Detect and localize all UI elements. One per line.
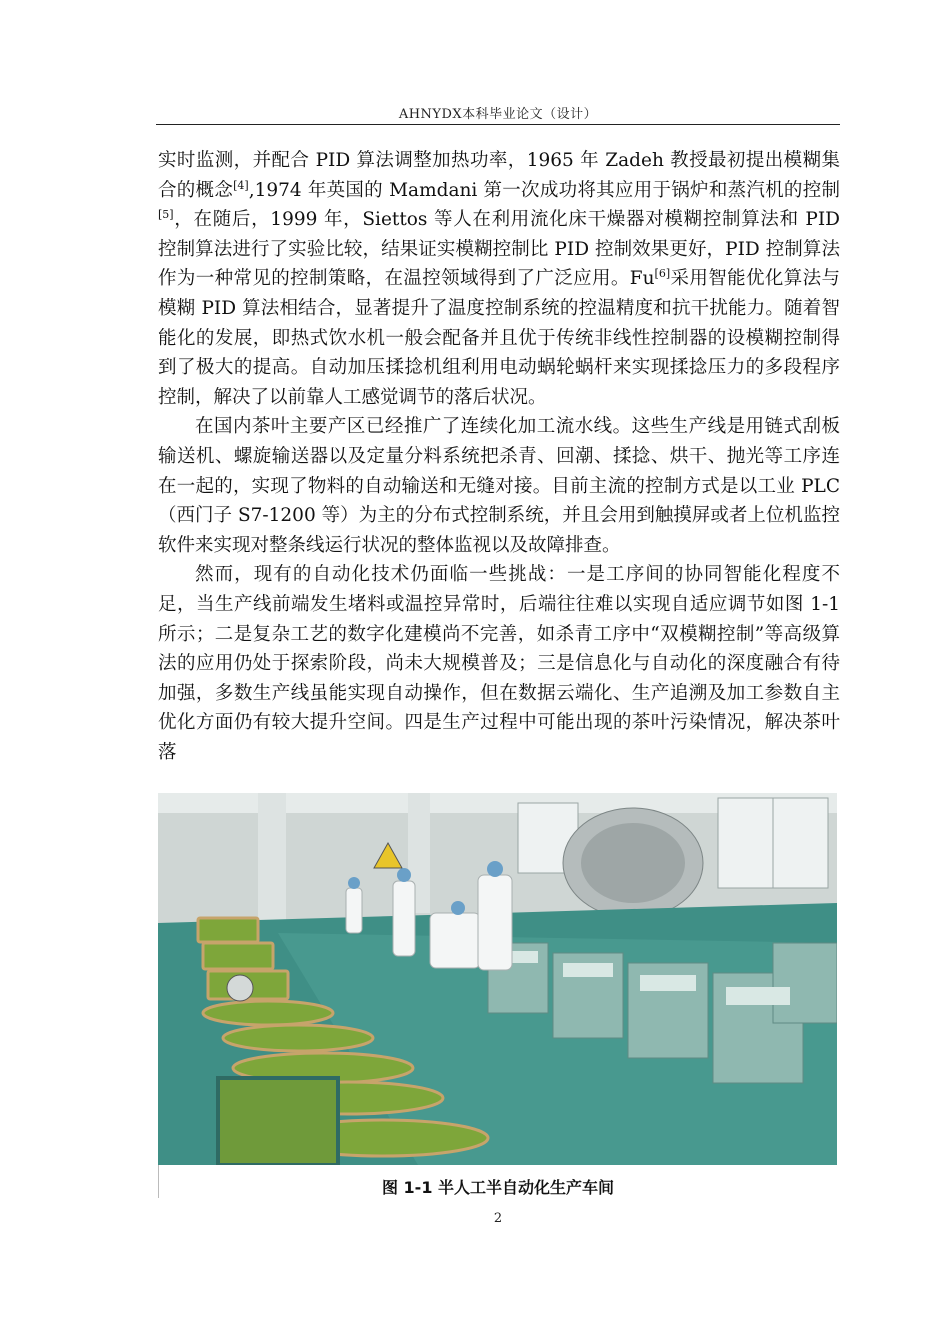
header-rule xyxy=(156,124,840,125)
paragraph-1-part-d: 采用智能优化算法与模糊 PID 算法相结合，显著提升了温度控制系统的控温精度和抗干扰能力。随着智能化的发展，即热式饮水机一般会配备并且优于传统非线性控制器的设模糊控制得到了极大的提高。自动加压揉捻机组利用电动蜗轮蜗杆来实现揉捻压力的多段程序控制，解决了以前靠人工感觉调节的落后状况。 xyxy=(158,268,840,408)
citation-6: [6] xyxy=(654,267,671,281)
fan xyxy=(227,975,253,1001)
paragraph-1-part-b: ,1974 年英国的 Mamdani 第一次成功将其应用于锅炉和蒸汽机的控制 xyxy=(248,179,840,201)
paragraph-3: 然而，现有的自动化技术仍面临一些挑战：一是工序间的协同智能化程度不足，当生产线前端发生堵料或温控异常时，后端往往难以实现自适应调节如图 1-1 所示；二是复杂工艺的数字化建模尚不完善，如杀青工序中“双模糊控制”等高级算法的应用仍处于探索阶段，尚未大规模普及；三是信息化与自动化的深度融合有待加强，多数生产线虽能实现自动操作，但在数据云端化、生产追溯及加工参数自主优化方面仍有较大提升空间。四是生产过程中可能出现的茶叶污染情况，解决茶叶落 xyxy=(158,564,840,763)
paragraph-1-part-a: 实时监测，并配合 PID 算法调整加热功率，1965 年 Zadeh 教授最初提出模糊集合的概念 xyxy=(158,150,840,201)
paragraph-2: 在国内茶叶主要产区已经推广了连续化加工流水线。这些生产线是用链式刮板输送机、螺旋输送器以及定量分料系统把杀青、回潮、揉捻、烘干、抛光等工序连在一起的，实现了物料的自动输送和无缝对接。目前主流的控制方式是以工业 PLC（西门子 S7-1200 等）为主的分布式控制系统，并且会用到触摸屏或者上位机监控软件来实现对整条线运行状况的整体监视以及故障排查。 xyxy=(158,416,840,556)
page-number: 2 xyxy=(493,1211,503,1226)
running-header: AHNYDX本科毕业论文（设计） xyxy=(398,107,598,122)
citation-4: [4] xyxy=(233,178,249,192)
paragraph-1 xyxy=(158,146,840,412)
body-text xyxy=(158,146,840,767)
citation-5: [5] xyxy=(158,208,174,222)
production-workshop-photo xyxy=(158,793,837,1165)
paragraph-1-part-c: ，在随后，1999 年，Siettos 等人在利用流化床干燥器对模糊控制算法和 PID 控制算法进行了实验比较，结果证实模糊控制比 PID 控制效果更好，PID 控制算法作为一种常见的控制策略，在温控领域得到了广泛应用。Fu xyxy=(158,209,840,290)
figure-caption: 图 1-1 半人工半自动化生产车间 xyxy=(381,1178,615,1197)
